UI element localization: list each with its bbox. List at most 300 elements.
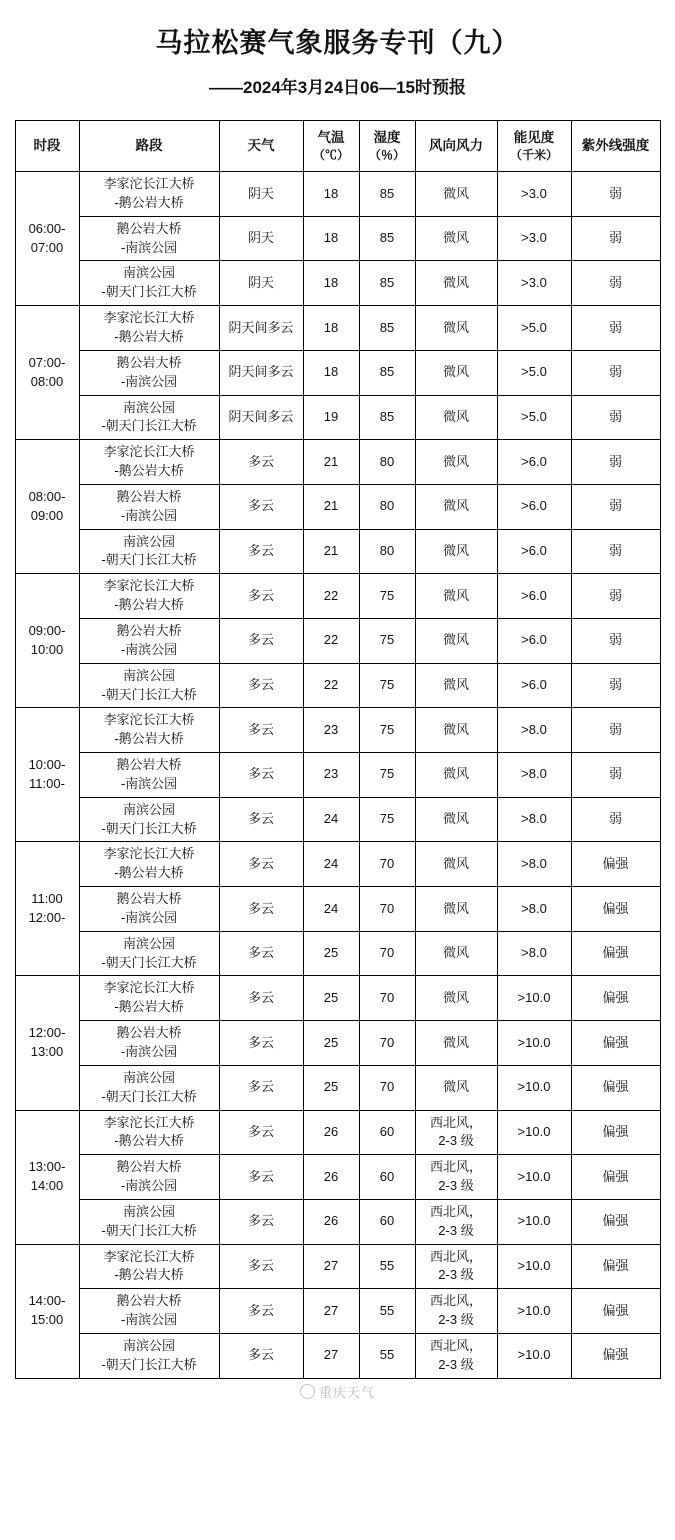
column-header-temperature-unit: （℃） [312,148,349,163]
page-subtitle: ——2024年3月24日06—15时预报 [208,78,466,98]
humidity-cell: 55 [359,1289,415,1334]
route-line: 南滨公园 [122,1203,175,1219]
table-row [15,216,660,261]
route-line: 南滨公园 [122,935,175,951]
wind-line: 微风 [442,543,469,559]
table-row [15,753,660,798]
time-period-line: 10:00- [28,757,66,773]
humidity-cell: 75 [359,574,415,619]
route-cell [79,708,219,753]
table-row [15,618,660,663]
wind-line: 微风 [442,1079,469,1095]
wind-line: 2-3 级 [438,1267,474,1283]
temperature-cell: 27 [303,1333,359,1378]
wind-line: 微风 [442,632,469,648]
visibility-cell: >10.0 [497,976,571,1021]
wind-cell [415,931,497,976]
time-period-line: 12:00- [28,909,66,925]
wind-line: 西北风， [429,1203,482,1219]
visibility-cell: >6.0 [497,529,571,574]
table-row [15,663,660,708]
route-line: -朝天门长江大桥 [101,1356,197,1372]
uv-cell: 偏强 [571,842,660,887]
wind-line: 微风 [442,677,469,693]
time-period-line: 11:00 [31,891,63,907]
wind-cell [415,1289,497,1334]
uv-cell: 弱 [571,484,660,529]
wind-line: 微风 [442,721,469,737]
time-period-cell [15,172,79,306]
table-row [15,395,660,440]
column-header-humidity-unit: （％） [368,148,405,163]
route-line: -朝天门长江大桥 [101,820,197,836]
route-line: 南滨公园 [122,399,175,415]
weather-cell: 阴天间多云 [219,306,303,351]
uv-cell: 偏强 [571,887,660,932]
visibility-cell: >8.0 [497,842,571,887]
route-line: -朝天门长江大桥 [101,418,197,434]
forecast-table-body [15,172,660,1379]
visibility-cell: >6.0 [497,574,571,619]
visibility-cell: >6.0 [497,440,571,485]
table-row [15,306,660,351]
route-line: 鹅公岩大桥 [116,220,182,236]
visibility-cell: >10.0 [497,1155,571,1200]
humidity-cell: 75 [359,618,415,663]
route-line: -鹅公岩大桥 [114,597,184,613]
humidity-cell: 70 [359,1021,415,1066]
uv-cell: 偏强 [571,1065,660,1110]
table-row [15,1244,660,1289]
wind-line: 微风 [442,408,469,424]
wind-line: 2-3 级 [438,1222,474,1238]
temperature-cell: 18 [303,350,359,395]
table-row [15,1333,660,1378]
uv-cell: 弱 [571,797,660,842]
visibility-cell: >5.0 [497,306,571,351]
route-line: -南滨公园 [120,1044,178,1059]
column-header-humidity-label: 湿度 [373,129,401,145]
wind-cell [415,440,497,485]
wind-cell [415,1155,497,1200]
uv-cell: 偏强 [571,1155,660,1200]
route-line: 南滨公园 [122,667,175,683]
route-line: -南滨公园 [120,909,178,925]
wind-cell [415,1065,497,1110]
route-line: -鹅公岩大桥 [114,1133,184,1149]
humidity-cell: 70 [359,931,415,976]
weather-cell: 多云 [219,753,303,798]
wind-cell [415,1333,497,1378]
wind-cell [415,172,497,217]
route-line: -鹅公岩大桥 [114,731,184,747]
route-cell [79,1065,219,1110]
column-header-visibility-label: 能见度 [513,129,555,145]
column-header-time: 时段 [15,121,79,172]
route-line: 鹅公岩大桥 [116,757,182,773]
temperature-cell: 26 [303,1155,359,1200]
route-line: -鹅公岩大桥 [114,865,184,881]
route-cell [79,1199,219,1244]
wind-cell [415,753,497,798]
visibility-cell: >10.0 [497,1333,571,1378]
uv-cell: 弱 [571,708,660,753]
visibility-cell: >3.0 [497,216,571,261]
wind-line: 2-3 级 [438,1356,474,1372]
route-cell [79,1333,219,1378]
route-cell [79,440,219,485]
humidity-cell: 55 [359,1244,415,1289]
temperature-cell: 19 [303,395,359,440]
weather-cell: 多云 [219,887,303,932]
wind-line: 西北风， [429,1248,482,1264]
humidity-cell: 85 [359,261,415,306]
route-cell [79,216,219,261]
weather-cell: 多云 [219,1289,303,1334]
table-row [15,529,660,574]
humidity-cell: 70 [359,976,415,1021]
column-header-weather: 天气 [219,121,303,172]
route-line: -朝天门长江大桥 [101,954,197,970]
route-line: -鹅公岩大桥 [114,463,184,479]
route-cell [79,172,219,217]
table-row [15,574,660,619]
wind-line: 微风 [442,319,469,335]
route-line: 南滨公园 [122,533,175,549]
route-cell [79,529,219,574]
route-cell [79,797,219,842]
temperature-cell: 27 [303,1289,359,1334]
humidity-cell: 75 [359,708,415,753]
humidity-cell: 85 [359,395,415,440]
route-cell [79,574,219,619]
weather-cell: 多云 [219,1244,303,1289]
time-period-line: 12:00- [28,1025,66,1041]
uv-cell: 偏强 [571,1289,660,1334]
wind-cell [415,708,497,753]
route-line: -南滨公园 [120,775,178,791]
route-cell [79,931,219,976]
weather-cell: 多云 [219,708,303,753]
time-period-cell [15,1110,79,1244]
weather-cell: 多云 [219,797,303,842]
wind-cell [415,306,497,351]
column-header-temperature-label: 气温 [317,129,345,145]
uv-cell: 弱 [571,261,660,306]
route-line: 鹅公岩大桥 [116,1025,182,1041]
route-line: -南滨公园 [120,239,178,255]
temperature-cell: 21 [303,440,359,485]
route-cell [79,261,219,306]
table-header-row [15,121,660,172]
time-period-line: 14:00 [30,1178,64,1194]
table-row [15,1065,660,1110]
route-line: 李家沱长江大桥 [103,310,195,326]
temperature-cell: 24 [303,842,359,887]
visibility-cell: >3.0 [497,261,571,306]
visibility-cell: >10.0 [497,1065,571,1110]
uv-cell: 弱 [571,172,660,217]
table-row [15,261,660,306]
uv-cell: 偏强 [571,1110,660,1155]
column-header-humidity [359,121,415,172]
route-cell [79,350,219,395]
humidity-cell: 75 [359,797,415,842]
time-period-cell [15,842,79,976]
wind-line: 西北风， [429,1159,482,1175]
time-period-line: 10:00 [30,641,64,657]
weather-cell: 多云 [219,1021,303,1066]
wind-cell [415,261,497,306]
uv-cell: 弱 [571,618,660,663]
visibility-cell: >8.0 [497,753,571,798]
visibility-cell: >8.0 [497,797,571,842]
weather-cell: 多云 [219,1155,303,1200]
route-line: 鹅公岩大桥 [116,622,182,638]
wind-line: 微风 [442,811,469,827]
wind-line: 西北风， [429,1293,482,1309]
route-line: 南滨公园 [122,1069,175,1085]
temperature-cell: 21 [303,529,359,574]
weather-cell: 阴天间多云 [219,350,303,395]
route-cell [79,1244,219,1289]
time-period-line: 13:00- [28,1159,66,1175]
weather-cell: 阴天间多云 [219,395,303,440]
visibility-cell: >6.0 [497,484,571,529]
humidity-cell: 85 [359,216,415,261]
humidity-cell: 85 [359,350,415,395]
route-cell [79,618,219,663]
humidity-cell: 75 [359,663,415,708]
uv-cell: 弱 [571,529,660,574]
route-line: -南滨公园 [120,1178,178,1194]
uv-cell: 弱 [571,574,660,619]
visibility-cell: >5.0 [497,350,571,395]
route-cell [79,306,219,351]
uv-cell: 弱 [571,753,660,798]
wind-cell [415,574,497,619]
wind-line: 微风 [442,900,469,916]
route-line: 李家沱长江大桥 [103,1248,195,1264]
wind-cell [415,1199,497,1244]
visibility-cell: >10.0 [497,1289,571,1334]
humidity-cell: 80 [359,529,415,574]
table-row [15,842,660,887]
route-line: 鹅公岩大桥 [116,1159,182,1175]
route-line: -朝天门长江大桥 [101,552,197,568]
route-line: -南滨公园 [120,507,178,523]
wind-line: 2-3 级 [438,1178,474,1194]
weather-cell: 多云 [219,440,303,485]
humidity-cell: 70 [359,887,415,932]
column-header-wind: 风向风力 [415,121,497,172]
weather-cell: 多云 [219,1333,303,1378]
table-row [15,440,660,485]
route-line: -鹅公岩大桥 [114,999,184,1015]
wind-line: 2-3 级 [438,1133,474,1149]
route-cell [79,484,219,529]
route-cell [79,1155,219,1200]
temperature-cell: 18 [303,216,359,261]
wind-line: 西北风， [429,1114,482,1130]
route-line: 南滨公园 [122,1337,175,1353]
temperature-cell: 18 [303,306,359,351]
visibility-cell: >8.0 [497,708,571,753]
humidity-cell: 80 [359,484,415,529]
wind-cell [415,529,497,574]
uv-cell: 弱 [571,216,660,261]
table-row [15,484,660,529]
weather-cell: 阴天 [219,172,303,217]
visibility-cell: >10.0 [497,1021,571,1066]
route-line: 鹅公岩大桥 [116,1293,182,1309]
column-header-temperature [303,121,359,172]
temperature-cell: 22 [303,663,359,708]
wind-line: 微风 [442,855,469,871]
uv-cell: 弱 [571,306,660,351]
uv-cell: 偏强 [571,976,660,1021]
uv-cell: 偏强 [571,1244,660,1289]
temperature-cell: 25 [303,976,359,1021]
table-row [15,887,660,932]
wind-cell [415,1110,497,1155]
time-period-line: 11:00- [29,775,65,791]
time-period-line: 09:00- [28,622,66,638]
time-period-cell [15,1244,79,1378]
wind-line: 微风 [442,1034,469,1050]
temperature-cell: 27 [303,1244,359,1289]
visibility-cell: >8.0 [497,931,571,976]
time-period-cell [15,708,79,842]
table-row [15,976,660,1021]
temperature-cell: 25 [303,1065,359,1110]
route-line: 鹅公岩大桥 [116,354,182,370]
table-row [15,797,660,842]
column-header-uv: 紫外线强度 [571,121,660,172]
table-row [15,1199,660,1244]
time-period-line: 15:00 [30,1312,64,1328]
route-line: 李家沱长江大桥 [103,846,195,862]
time-period-cell [15,574,79,708]
wind-line: 微风 [442,453,469,469]
time-period-line: 08:00- [28,488,66,504]
weather-cell: 多云 [219,1110,303,1155]
uv-cell: 偏强 [571,1021,660,1066]
time-period-line: 13:00 [30,1044,64,1059]
temperature-cell: 21 [303,484,359,529]
visibility-cell: >6.0 [497,618,571,663]
weather-cell: 多云 [219,529,303,574]
wind-cell [415,350,497,395]
route-line: 李家沱长江大桥 [103,1114,195,1130]
temperature-cell: 26 [303,1199,359,1244]
route-line: -鹅公岩大桥 [114,194,184,210]
wind-line: 微风 [442,364,469,380]
route-cell [79,1289,219,1334]
temperature-cell: 26 [303,1110,359,1155]
time-period-line: 07:00- [28,354,66,370]
table-row [15,1155,660,1200]
humidity-cell: 85 [359,306,415,351]
weather-cell: 阴天 [219,261,303,306]
route-line: 鹅公岩大桥 [116,891,182,907]
weather-cell: 多云 [219,842,303,887]
route-cell [79,842,219,887]
time-period-line: 07:00 [30,239,64,255]
wind-cell [415,618,497,663]
route-line: 李家沱长江大桥 [103,444,195,460]
wind-line: 微风 [442,185,469,201]
wind-cell [415,842,497,887]
wind-cell [415,1021,497,1066]
visibility-cell: >10.0 [497,1110,571,1155]
humidity-cell: 75 [359,753,415,798]
wind-cell [415,797,497,842]
temperature-cell: 18 [303,261,359,306]
wind-cell [415,395,497,440]
temperature-cell: 22 [303,618,359,663]
column-header-visibility [497,121,571,172]
temperature-cell: 23 [303,708,359,753]
uv-cell: 偏强 [571,931,660,976]
wind-cell [415,484,497,529]
table-row [15,1289,660,1334]
wind-line: 微风 [442,945,469,961]
humidity-cell: 80 [359,440,415,485]
humidity-cell: 70 [359,842,415,887]
route-line: 南滨公园 [122,801,175,817]
humidity-cell: 70 [359,1065,415,1110]
visibility-cell: >3.0 [497,172,571,217]
route-cell [79,395,219,440]
time-period-line: 06:00- [28,220,66,236]
wind-line: 2-3 级 [438,1312,474,1328]
uv-cell: 弱 [571,440,660,485]
humidity-cell: 60 [359,1199,415,1244]
route-cell [79,663,219,708]
weather-cell: 多云 [219,1065,303,1110]
weather-cell: 阴天 [219,216,303,261]
visibility-cell: >10.0 [497,1244,571,1289]
route-line: -鹅公岩大桥 [114,329,184,344]
table-row [15,1110,660,1155]
weather-cell: 多云 [219,618,303,663]
visibility-cell: >6.0 [497,663,571,708]
wind-cell [415,976,497,1021]
time-period-cell [15,306,79,440]
uv-cell: 偏强 [571,1333,660,1378]
wind-line: 西北风， [429,1337,482,1353]
wind-line: 微风 [442,989,469,1005]
uv-cell: 偏强 [571,1199,660,1244]
wind-line: 微风 [442,230,469,246]
table-row [15,931,660,976]
temperature-cell: 24 [303,887,359,932]
weather-cell: 多云 [219,574,303,619]
page-title: 马拉松赛气象服务专刊（九） [155,28,520,58]
route-line: -南滨公园 [120,373,178,389]
route-line: 李家沱长江大桥 [103,980,195,996]
table-row [15,1021,660,1066]
uv-cell: 弱 [571,350,660,395]
time-period-cell [15,440,79,574]
wind-line: 微风 [442,274,469,290]
humidity-cell: 60 [359,1155,415,1200]
route-cell [79,753,219,798]
temperature-cell: 25 [303,931,359,976]
humidity-cell: 85 [359,172,415,217]
weather-cell: 多云 [219,484,303,529]
